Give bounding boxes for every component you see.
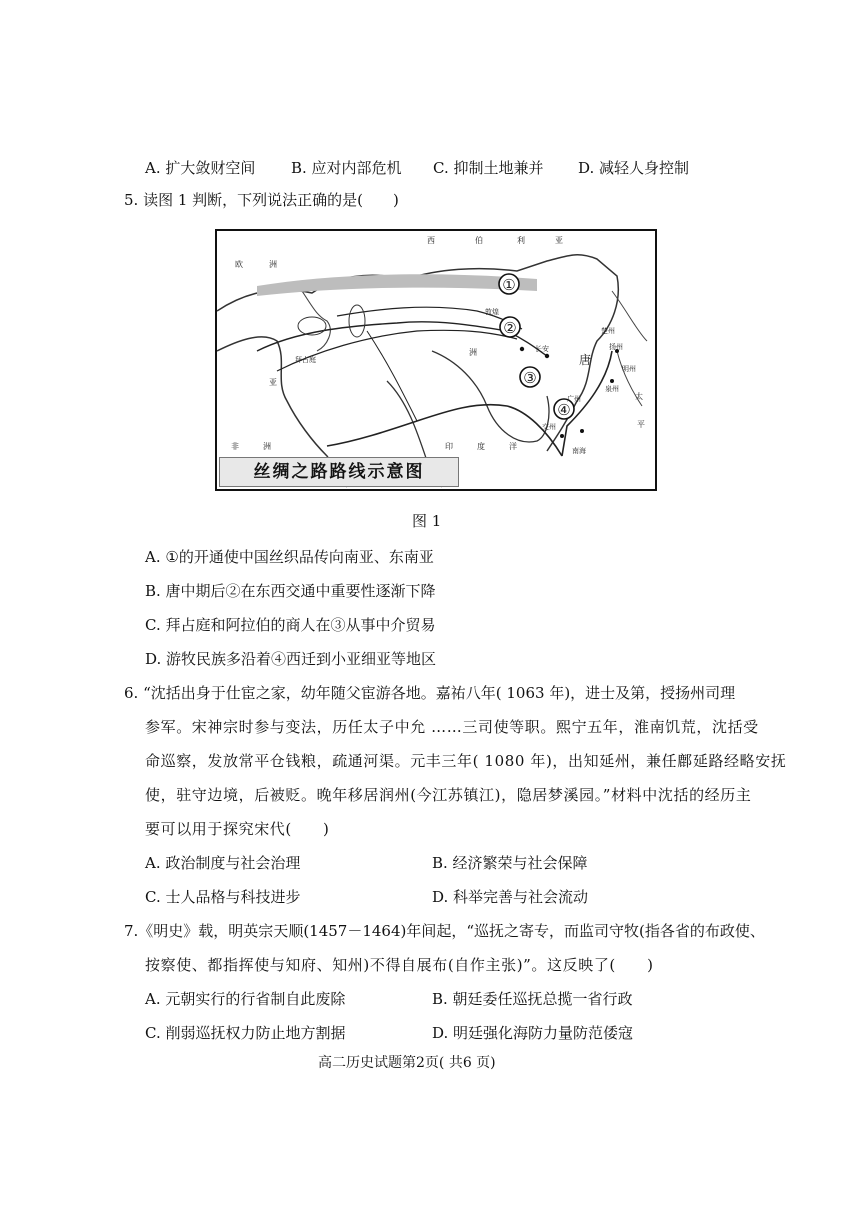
q6-stem-line-1: 6. “沈括出身于仕宦之家，幼年随父宦游各地。嘉祐八年( 1063 年)，进士及第，授扬州司理	[124, 684, 736, 702]
q7-option-a: A. 元朝实行的行省制自此废除	[145, 990, 346, 1008]
label-ou: 欧	[235, 260, 243, 269]
label-zhou2: 洲	[469, 348, 477, 357]
label-jiaozhou: 交州	[542, 423, 556, 431]
label-xi: 西	[427, 236, 435, 245]
label-chuzhou: 楚州	[601, 327, 615, 335]
q7-stem-line-2: 按察使、都指挥使与知府、知州)不得自展布(自作主张)”。这反映了( )	[145, 956, 654, 974]
label-zhou1: 洲	[269, 260, 277, 269]
label-li: 利	[517, 236, 525, 245]
label-ping: 平	[637, 420, 645, 429]
label-changan: 长安	[535, 345, 549, 353]
label-du: 度	[477, 442, 485, 451]
silk-road-map	[215, 229, 657, 491]
q4-option-c: C. 抑制土地兼并	[433, 159, 544, 177]
label-baizhanting: 拜占庭	[295, 356, 316, 364]
marker-1	[499, 274, 519, 294]
svg-text:③: ③	[523, 369, 537, 387]
marker-2	[500, 317, 520, 337]
label-ya1: 亚	[555, 236, 563, 245]
q4-option-b: B. 应对内部危机	[291, 159, 402, 177]
q6-option-b: B. 经济繁荣与社会保障	[432, 854, 588, 872]
page-footer: 高二历史试题第2页( 共6 页)	[318, 1055, 496, 1071]
map-caption: 丝绸之路路线示意图	[219, 457, 459, 487]
q5-option-d: D. 游牧民族多沿着④西迁到小亚细亚等地区	[145, 650, 437, 668]
svg-text:①: ①	[502, 276, 516, 294]
q4-option-d: D. 减轻人身控制	[578, 159, 690, 177]
label-ya2: 亚	[269, 378, 277, 387]
figure-label: 图 1	[412, 512, 442, 530]
q6-stem-line-4: 使，驻守边境，后被贬。晚年移居润州(今江苏镇江)，隐居梦溪园。”材料中沈括的经历主	[145, 786, 752, 804]
q6-option-a: A. 政治制度与社会治理	[145, 854, 301, 872]
label-yin: 印	[445, 442, 453, 451]
svg-text:②: ②	[503, 319, 517, 337]
svg-text:④: ④	[557, 401, 571, 419]
q7-option-c: C. 削弱巡抚权力防止地方割据	[145, 1024, 346, 1042]
q5-option-c: C. 拜占庭和阿拉伯的商人在③从事中介贸易	[145, 616, 436, 634]
q6-stem-line-5: 要可以用于探究宋代( )	[145, 820, 330, 838]
q7-option-d: D. 明廷强化海防力量防范倭寇	[432, 1024, 634, 1042]
label-quanzhou: 泉州	[605, 385, 619, 393]
q4-option-a: A. 扩大敛财空间	[145, 159, 256, 177]
map-graphic	[217, 231, 655, 489]
q6-stem-line-2: 参军。宋神宗时参与变法，历任太子中允 ……三司使等职。熙宁五年，淮南饥荒，沈括受	[145, 718, 759, 736]
q6-stem-line-3: 命巡察，发放常平仓钱粮，疏通河渠。元丰三年( 1080 年)，出知延州，兼任鄜延路经略安抚	[145, 752, 787, 770]
q7-option-b: B. 朝廷委任巡抚总揽一省行政	[432, 990, 633, 1008]
label-tai: 太	[635, 392, 643, 401]
label-zhou3: 洲	[263, 442, 271, 451]
q5-option-a: A. ①的开通使中国丝织品传向南亚、东南亚	[145, 548, 434, 566]
q6-option-c: C. 士人品格与科技进步	[145, 888, 301, 906]
label-nanhai: 南海	[572, 447, 586, 455]
q5-option-b: B. 唐中期后②在东西交通中重要性逐渐下降	[145, 582, 436, 600]
label-yang: 洋	[509, 442, 517, 451]
label-bo: 伯	[475, 236, 483, 245]
q6-option-d: D. 科举完善与社会流动	[432, 888, 589, 906]
q7-stem-line-1: 7.《明史》载，明英宗天顺(1457－1464)年间起，“巡抚之寄专，而监司守牧(指各省的布政使、	[124, 922, 765, 940]
label-guangzhou: 广州	[567, 395, 581, 403]
marker-3	[520, 367, 540, 387]
label-mingzhou: 明州	[622, 365, 636, 373]
label-fei: 非	[231, 442, 239, 451]
q5-stem: 5. 读图 1 判断，下列说法正确的是( )	[124, 191, 399, 209]
label-yangzhou: 扬州	[609, 343, 623, 351]
label-dunhuang: 敦煌	[485, 308, 499, 316]
label-tang: 唐	[579, 353, 592, 367]
